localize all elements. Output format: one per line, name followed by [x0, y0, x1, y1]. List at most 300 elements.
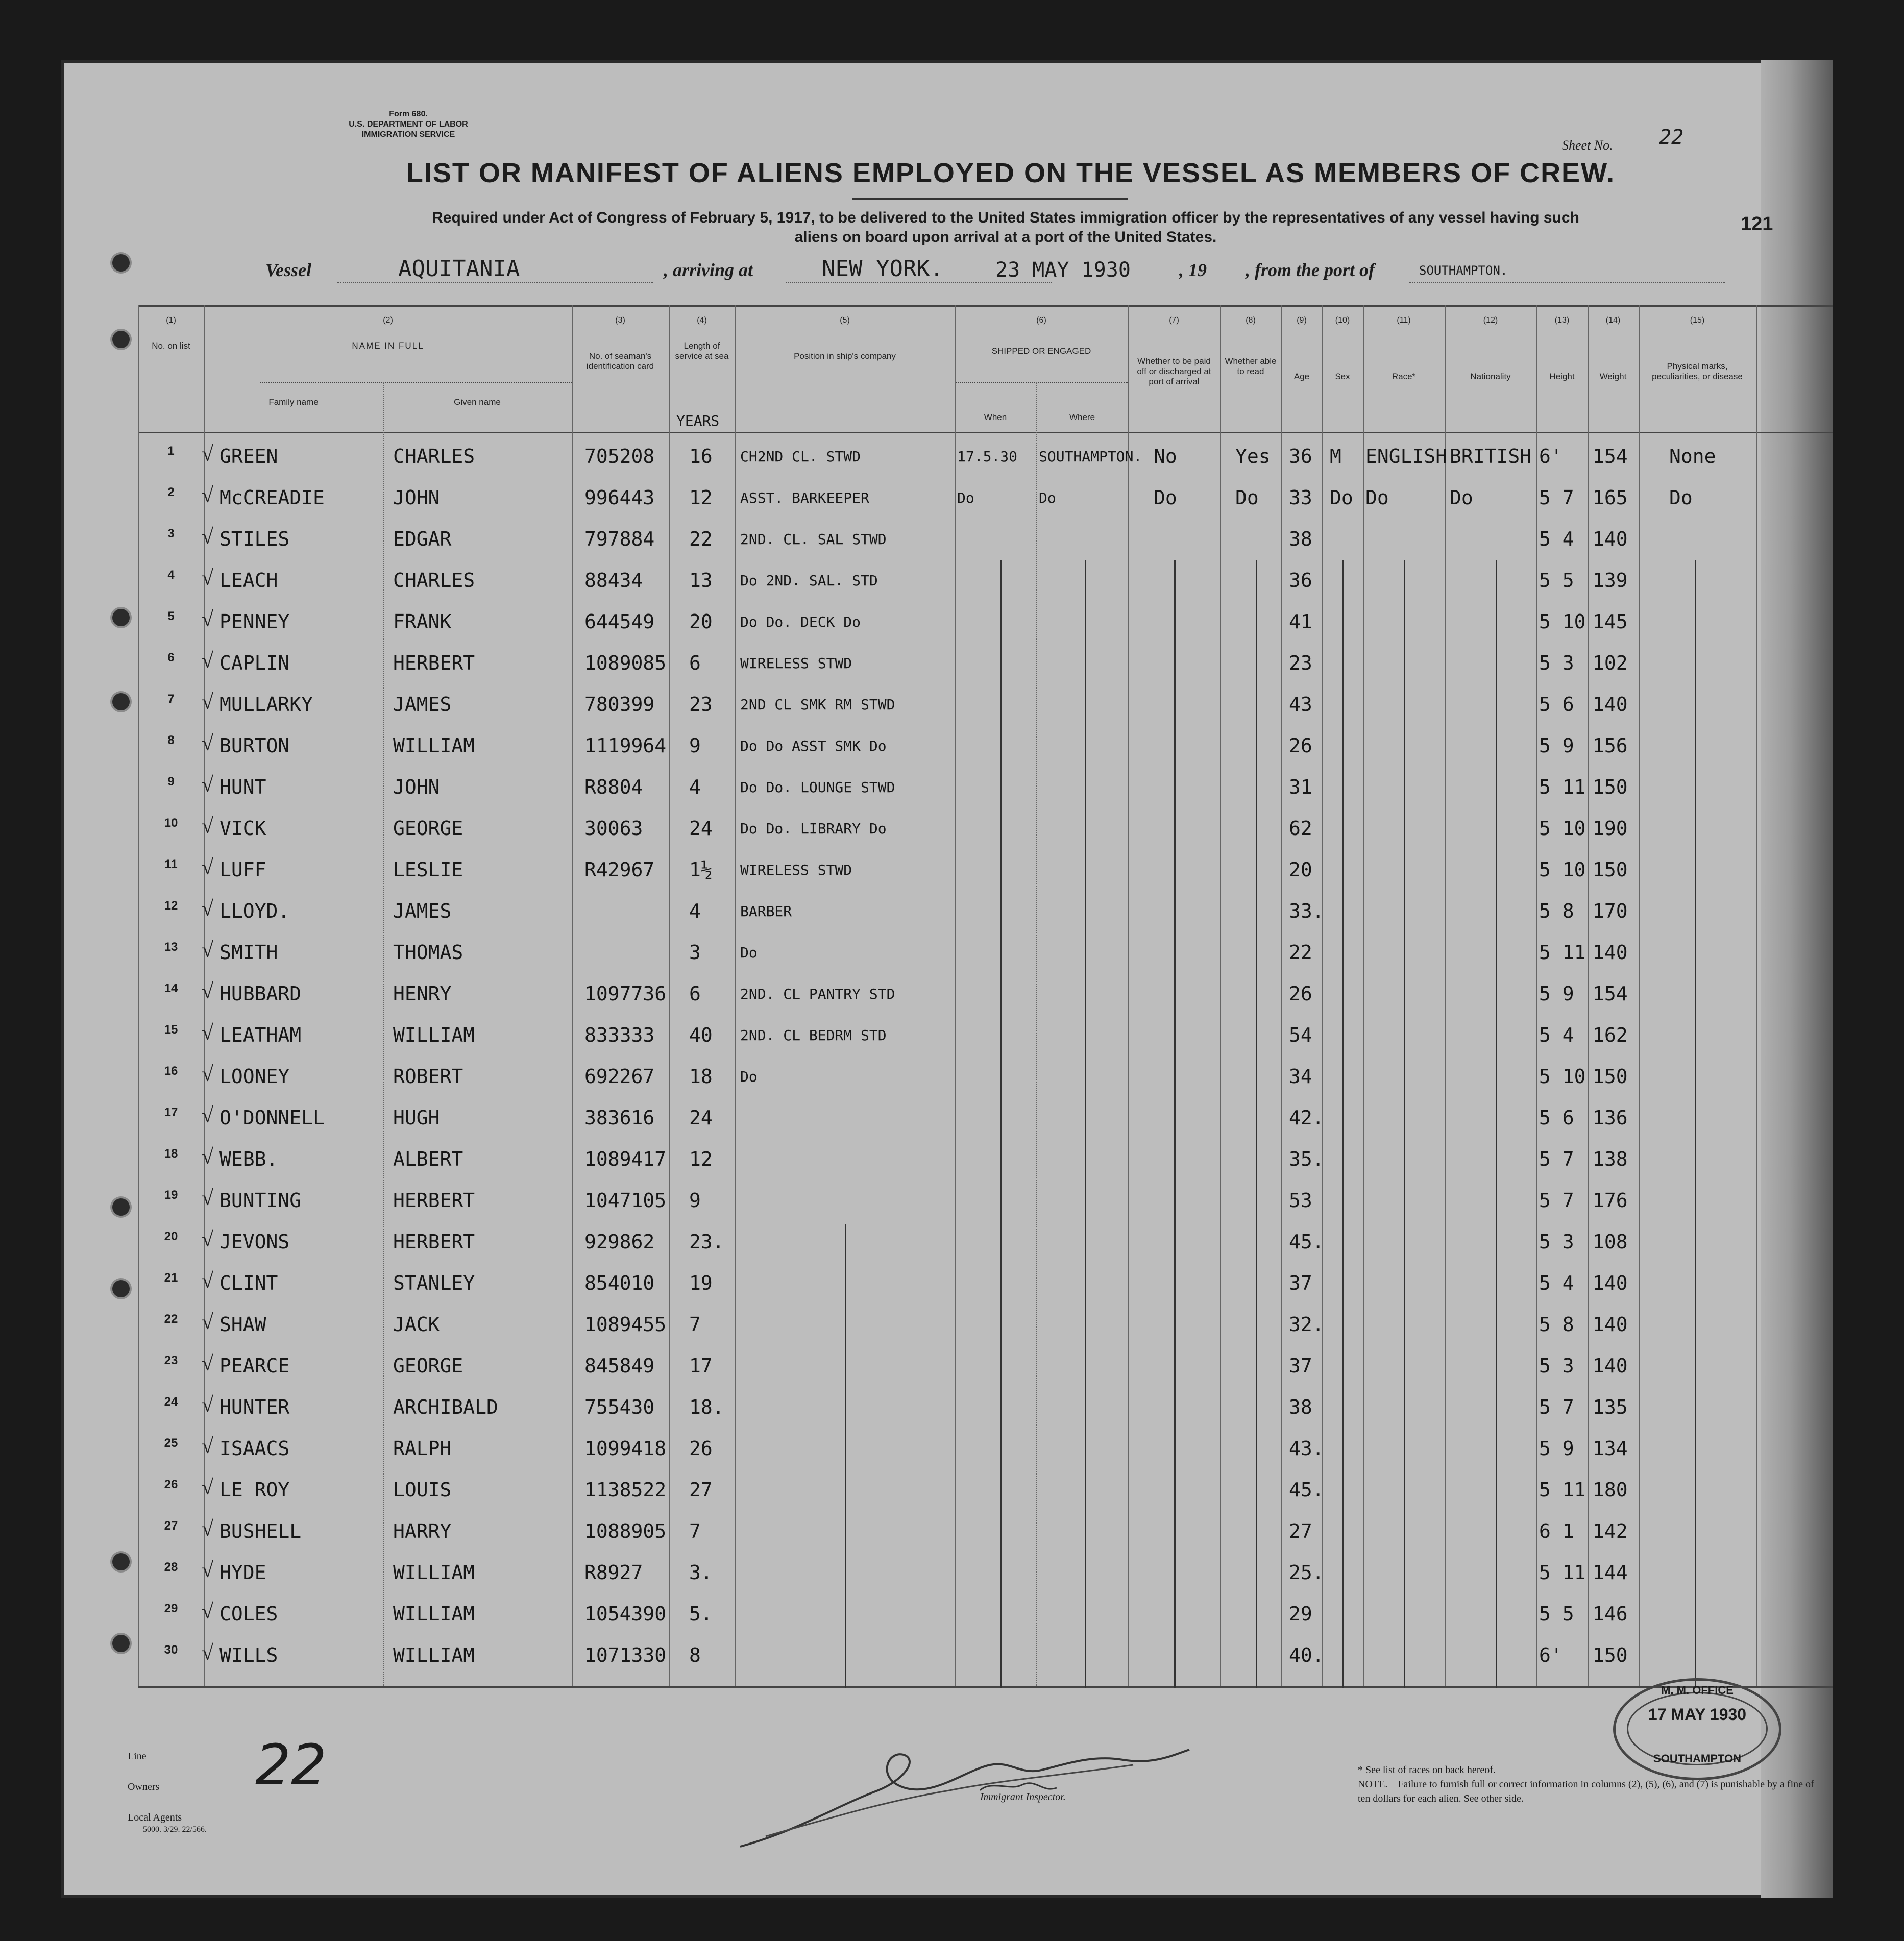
row-number: 26 [164, 1478, 178, 1491]
col-header-nationality: Nationality [1470, 372, 1511, 381]
weight: 108 [1593, 1231, 1628, 1253]
vessel-name: AQUITANIA [398, 256, 520, 282]
height: 5 5 [1539, 1603, 1574, 1625]
given-name: HERBERT [393, 652, 475, 674]
paid-off: Do [1154, 486, 1177, 509]
row-number: 1 [167, 444, 175, 458]
row-number: 23 [164, 1354, 178, 1367]
check-mark-icon: √ [202, 1517, 214, 1541]
id-card-number: 1088905 [584, 1520, 667, 1542]
check-mark-icon: √ [202, 856, 214, 879]
family-name: ISAACS [219, 1437, 290, 1460]
ship-position: CH2ND CL. STWD [740, 448, 861, 465]
arrival-date: 23 MAY 1930 [995, 258, 1131, 282]
age: 36 [1289, 569, 1312, 592]
height: 5 11 [1539, 1479, 1586, 1501]
given-name: JOHN [393, 486, 440, 509]
id-card-number: 755430 [584, 1396, 655, 1418]
departure-port: SOUTHAMPTON. [1419, 263, 1508, 278]
check-mark-icon: √ [202, 897, 214, 921]
service-length: 4 [689, 776, 701, 798]
port-dotline [1409, 282, 1725, 283]
inspector-signature [735, 1714, 1194, 1857]
given-name: ALBERT [393, 1148, 463, 1170]
height: 5 9 [1539, 982, 1574, 1005]
table-top-rule [138, 305, 1833, 307]
table-row [138, 728, 1833, 769]
vessel-label: Vessel [265, 260, 311, 280]
page-title: LIST OR MANIFEST OF ALIENS EMPLOYED ON THE VESSEL AS MEMBERS OF CREW. [406, 158, 1616, 188]
ditto-line [1496, 560, 1497, 1688]
table-header-rule [138, 432, 1833, 433]
ship-position: Do Do. DECK Do [740, 613, 861, 630]
row-number: 19 [164, 1188, 178, 1202]
arriving-label: , arriving at [664, 260, 753, 280]
family-name: HUNT [219, 776, 266, 798]
family-name: STILES [219, 528, 290, 550]
table-row [138, 480, 1833, 521]
id-card-number: 1089417 [584, 1148, 667, 1170]
check-mark-icon: √ [202, 980, 214, 1003]
service-length: 18. [689, 1396, 724, 1418]
family-name: BURTON [219, 734, 290, 757]
shipped-where: SOUTHAMPTON. [1039, 448, 1142, 465]
given-name: HUGH [393, 1107, 440, 1129]
id-card-number: 1071330 [584, 1644, 667, 1666]
family-name: JEVONS [219, 1231, 290, 1253]
name-subhead-rule [260, 382, 572, 383]
service-length: 6 [689, 982, 701, 1005]
height: 5 4 [1539, 528, 1574, 550]
service-length: 12 [689, 1148, 713, 1170]
check-mark-icon: √ [202, 773, 214, 797]
row-number: 24 [164, 1395, 178, 1409]
age: 22 [1289, 941, 1312, 964]
punch-hole [112, 254, 130, 272]
family-name: LE ROY [219, 1479, 290, 1501]
height: 5 11 [1539, 941, 1586, 964]
weight: 136 [1593, 1107, 1628, 1129]
check-mark-icon: √ [202, 608, 214, 631]
row-number: 12 [164, 899, 178, 913]
row-number: 14 [164, 981, 178, 995]
col-num: (15) [1690, 316, 1705, 325]
family-name: HYDE [219, 1561, 266, 1584]
family-name: LOONEY [219, 1065, 290, 1088]
given-name: JOHN [393, 776, 440, 798]
age: 43 [1289, 693, 1312, 716]
age: 27 [1289, 1520, 1312, 1542]
punch-hole [112, 609, 130, 626]
table-row [138, 563, 1833, 604]
col-num: (4) [697, 316, 707, 325]
check-mark-icon: √ [202, 1476, 214, 1500]
given-name: WILLIAM [393, 734, 475, 757]
check-mark-icon: √ [202, 691, 214, 714]
col-header-sex: Sex [1335, 372, 1350, 381]
stamp-bottom-text: SOUTHAMPTON [1653, 1752, 1741, 1765]
check-mark-icon: √ [202, 484, 214, 507]
vessel-dotline [337, 282, 653, 283]
ship-position: 2ND. CL BEDRM STD [740, 1027, 887, 1044]
given-name: CHARLES [393, 569, 475, 592]
check-mark-icon: √ [202, 443, 214, 466]
row-number: 22 [164, 1312, 178, 1326]
weight: 154 [1593, 445, 1628, 468]
ship-position: BARBER [740, 903, 792, 920]
service-length: 5. [689, 1603, 713, 1625]
port-of-label: , from the port of [1246, 260, 1375, 280]
family-name: CAPLIN [219, 652, 290, 674]
ship-position: Do [740, 944, 758, 961]
height: 5 7 [1539, 1148, 1574, 1170]
check-mark-icon: √ [202, 939, 214, 962]
row-number: 17 [164, 1105, 178, 1119]
given-name: CHARLES [393, 445, 475, 468]
table-row [138, 1431, 1833, 1472]
height: 5 10 [1539, 817, 1586, 840]
height: 5 7 [1539, 486, 1574, 509]
service-length: 4 [689, 900, 701, 922]
check-mark-icon: √ [202, 1311, 214, 1334]
id-card-number: 833333 [584, 1024, 655, 1046]
height: 5 8 [1539, 1313, 1574, 1336]
service-length: 12 [689, 486, 713, 509]
given-name: ARCHIBALD [393, 1396, 498, 1418]
row-number: 8 [167, 733, 175, 747]
height: 5 9 [1539, 734, 1574, 757]
table-row [138, 604, 1833, 645]
given-name: WILLIAM [393, 1024, 475, 1046]
ship-position: Do Do. LOUNGE STWD [740, 779, 895, 796]
penalty-note: NOTE.—Failure to furnish full or correct information in columns (2), (5), (6), and (7) is punishable by a fine of ten dollars for each alien. See other side. [1358, 1779, 1814, 1804]
check-mark-icon: √ [202, 1559, 214, 1582]
punch-hole [112, 1553, 130, 1570]
col-header-position: Position in ship's company [794, 351, 896, 361]
weight: 180 [1593, 1479, 1628, 1501]
given-name: EDGAR [393, 528, 452, 550]
table-row [138, 1142, 1833, 1183]
table-row [138, 935, 1833, 976]
able-to-read: Do [1235, 486, 1259, 509]
height: 5 7 [1539, 1396, 1574, 1418]
col-header-given-name: Given name [454, 397, 501, 407]
col-num: (10) [1335, 316, 1350, 325]
weight: 138 [1593, 1148, 1628, 1170]
id-card-number: 705208 [584, 445, 655, 468]
table-row [138, 1596, 1833, 1637]
races-note: * See list of races on back hereof. [1358, 1764, 1496, 1776]
weight: 162 [1593, 1024, 1628, 1046]
col-num: (7) [1169, 316, 1179, 325]
height: 6' [1539, 445, 1563, 468]
nationality: Do [1450, 486, 1473, 509]
col-num: (2) [383, 316, 393, 325]
given-name: HERBERT [393, 1189, 475, 1212]
given-name: HERBERT [393, 1231, 475, 1253]
row-number: 18 [164, 1147, 178, 1161]
row-number: 11 [164, 857, 178, 871]
form-identifier [281, 109, 536, 140]
family-name: WEBB. [219, 1148, 278, 1170]
given-name: ROBERT [393, 1065, 463, 1088]
punch-hole [112, 693, 130, 710]
arriving-dotline [786, 282, 1052, 283]
height: 5 3 [1539, 652, 1574, 674]
col-header-id-card: No. of seaman's identification card [586, 351, 654, 371]
check-mark-icon: √ [202, 567, 214, 590]
ship-position: Do Do. LIBRARY Do [740, 820, 887, 837]
age: 25. [1289, 1561, 1324, 1584]
nationality: BRITISH [1450, 445, 1532, 468]
weight: 154 [1593, 982, 1628, 1005]
age: 26 [1289, 734, 1312, 757]
ship-position: Do [740, 1068, 758, 1085]
col-header-list-no: No. on list [152, 341, 190, 351]
service-length: 9 [689, 1189, 701, 1212]
family-name: McCREADIE [219, 486, 325, 509]
id-card-number: 88434 [584, 569, 643, 592]
table-row [138, 1100, 1833, 1141]
physical-marks: None [1669, 445, 1716, 468]
id-card-number: 1089085 [584, 652, 667, 674]
height: 5 4 [1539, 1272, 1574, 1294]
ditto-line [1085, 560, 1086, 1688]
age: 32. [1289, 1313, 1324, 1336]
family-name: HUBBARD [219, 982, 302, 1005]
age: 45. [1289, 1231, 1324, 1253]
table-row [138, 1183, 1833, 1224]
table-row [138, 646, 1833, 686]
given-name: HENRY [393, 982, 452, 1005]
given-name: JAMES [393, 900, 452, 922]
race: Do [1365, 486, 1389, 509]
ditto-line [1000, 560, 1002, 1688]
ship-position: 2ND. CL PANTRY STD [740, 986, 895, 1002]
given-name: STANLEY [393, 1272, 475, 1294]
height: 5 3 [1539, 1355, 1574, 1377]
check-mark-icon: √ [202, 525, 214, 549]
check-mark-icon: √ [202, 1435, 214, 1458]
service-length: 17 [689, 1355, 713, 1377]
row-number: 16 [164, 1064, 178, 1078]
check-mark-icon: √ [202, 1021, 214, 1045]
shipped-where: Do [1039, 489, 1056, 506]
service-length: 13 [689, 569, 713, 592]
col-num: (8) [1246, 316, 1256, 325]
id-card-number: 1138522 [584, 1479, 667, 1501]
row-number: 13 [164, 940, 178, 954]
height: 5 3 [1539, 1231, 1574, 1253]
height: 5 10 [1539, 610, 1586, 633]
age: 35. [1289, 1148, 1324, 1170]
punch-hole [112, 331, 130, 348]
footer-note [1358, 1763, 1827, 1806]
weight: 150 [1593, 858, 1628, 881]
given-name: RALPH [393, 1437, 452, 1460]
inspector-label: Immigrant Inspector. [980, 1791, 1066, 1803]
age: 54 [1289, 1024, 1312, 1046]
id-card-number: 996443 [584, 486, 655, 509]
table-row [138, 522, 1833, 562]
title-underline [852, 198, 1128, 200]
height: 5 11 [1539, 1561, 1586, 1584]
check-mark-icon: √ [202, 1269, 214, 1293]
service-length: 3 [689, 941, 701, 964]
ditto-line [1342, 560, 1344, 1688]
table-row [138, 1059, 1833, 1100]
table-row [138, 1472, 1833, 1513]
age: 37 [1289, 1355, 1312, 1377]
id-card-number: 1047105 [584, 1189, 667, 1212]
sheet-label: Sheet No. [1562, 138, 1613, 153]
given-name: WILLIAM [393, 1644, 475, 1666]
table-row [138, 770, 1833, 810]
service-name: IMMIGRATION SERVICE [361, 130, 455, 139]
stamp-date: 17 MAY 1930 [1648, 1705, 1747, 1724]
row-number: 6 [167, 651, 175, 665]
given-name: WILLIAM [393, 1603, 475, 1625]
age: 33 [1289, 486, 1312, 509]
row-number: 20 [164, 1230, 178, 1243]
check-mark-icon: √ [202, 1352, 214, 1375]
table-row [138, 687, 1833, 728]
weight: 190 [1593, 817, 1628, 840]
ship-position: ASST. BARKEEPER [740, 489, 869, 506]
ditto-line [1404, 560, 1405, 1688]
row-number: 4 [167, 568, 175, 582]
shipped-subhead-rule [955, 382, 1128, 383]
family-name: PENNEY [219, 610, 290, 633]
col-header-paid-off: Whether to be paid off or discharged at port of arrival [1137, 356, 1211, 386]
id-card-number: R42967 [584, 858, 655, 881]
col-num: (5) [840, 316, 850, 325]
family-name: VICK [219, 817, 266, 840]
id-card-number: 1099418 [584, 1437, 667, 1460]
check-mark-icon: √ [202, 649, 214, 673]
col-header-race: Race* [1392, 372, 1416, 381]
col-header-read: Whether able to read [1225, 356, 1277, 376]
table-bottom-rule [138, 1686, 1833, 1688]
height: 5 11 [1539, 776, 1586, 798]
age: 38 [1289, 528, 1312, 550]
family-name: PEARCE [219, 1355, 290, 1377]
row-number: 29 [164, 1602, 178, 1615]
check-mark-icon: √ [202, 1393, 214, 1417]
service-length: 23. [689, 1231, 724, 1253]
given-name: WILLIAM [393, 1561, 475, 1584]
service-length: 16 [689, 445, 713, 468]
age: 40. [1289, 1644, 1324, 1666]
age: 38 [1289, 1396, 1312, 1418]
given-name: JACK [393, 1313, 440, 1336]
col-header-where: Where [1069, 412, 1095, 422]
age: 45. [1289, 1479, 1324, 1501]
service-length: 24 [689, 1107, 713, 1129]
age: 26 [1289, 982, 1312, 1005]
owners-label: Owners [128, 1781, 160, 1792]
age: 41 [1289, 610, 1312, 633]
family-name: CLINT [219, 1272, 278, 1294]
col-header-marks: Physical marks, peculiarities, or disease [1652, 361, 1743, 381]
age: 37 [1289, 1272, 1312, 1294]
height: 5 6 [1539, 1107, 1574, 1129]
col-num: (14) [1605, 316, 1621, 325]
service-length: 6 [689, 652, 701, 674]
table-row [138, 852, 1833, 893]
col-header-family-name: Family name [268, 397, 319, 407]
weight: 176 [1593, 1189, 1628, 1212]
punch-hole [112, 1635, 130, 1652]
col-header-shipped: SHIPPED OR ENGAGED [991, 346, 1091, 356]
id-card-number: 644549 [584, 610, 655, 633]
form-number: Form 680. [389, 110, 428, 118]
height: 5 5 [1539, 569, 1574, 592]
service-length: 23 [689, 693, 713, 716]
col-num: (12) [1483, 316, 1498, 325]
row-number: 10 [164, 816, 178, 830]
age: 36 [1289, 445, 1312, 468]
age: 33. [1289, 900, 1324, 922]
col-num: (11) [1397, 316, 1411, 325]
id-card-number: 1089455 [584, 1313, 667, 1336]
row-number: 7 [167, 692, 175, 706]
weight: 156 [1593, 734, 1628, 757]
weight: 140 [1593, 693, 1628, 716]
col-num: (13) [1554, 316, 1570, 325]
weight: 146 [1593, 1603, 1628, 1625]
id-card-number: 1119964 [584, 734, 667, 757]
weight: 170 [1593, 900, 1628, 922]
family-name: COLES [219, 1603, 278, 1625]
height: 5 4 [1539, 1024, 1574, 1046]
manifest-sheet [61, 60, 1833, 1898]
id-card-number: 30063 [584, 817, 643, 840]
col-num: (3) [615, 316, 625, 325]
paid-off: No [1154, 445, 1177, 468]
table-row [138, 1390, 1833, 1431]
crew-table [138, 305, 1833, 1719]
weight: 150 [1593, 776, 1628, 798]
print-code: 5000. 3/29. 22/566. [143, 1825, 207, 1834]
row-number: 15 [164, 1023, 178, 1037]
weight: 150 [1593, 1644, 1628, 1666]
row-number: 5 [167, 609, 175, 623]
shipped-when: 17.5.30 [957, 448, 1018, 465]
weight: 140 [1593, 528, 1628, 550]
table-row [138, 1224, 1833, 1265]
id-card-number: R8804 [584, 776, 643, 798]
height: 6' [1539, 1644, 1563, 1666]
table-row [138, 439, 1833, 480]
id-card-number: R8927 [584, 1561, 643, 1584]
family-name: GREEN [219, 445, 278, 468]
row-number: 9 [167, 775, 175, 789]
weight: 140 [1593, 1272, 1628, 1294]
service-length: 19 [689, 1272, 713, 1294]
given-name: JAMES [393, 693, 452, 716]
weight: 145 [1593, 610, 1628, 633]
family-name: HUNTER [219, 1396, 290, 1418]
height: 5 9 [1539, 1437, 1574, 1460]
id-card-number: 797884 [584, 528, 655, 550]
weight: 144 [1593, 1561, 1628, 1584]
weight: 140 [1593, 1355, 1628, 1377]
check-mark-icon: √ [202, 1187, 214, 1210]
family-name: LEACH [219, 569, 278, 592]
service-length: 26 [689, 1437, 713, 1460]
service-length: 7 [689, 1313, 701, 1336]
